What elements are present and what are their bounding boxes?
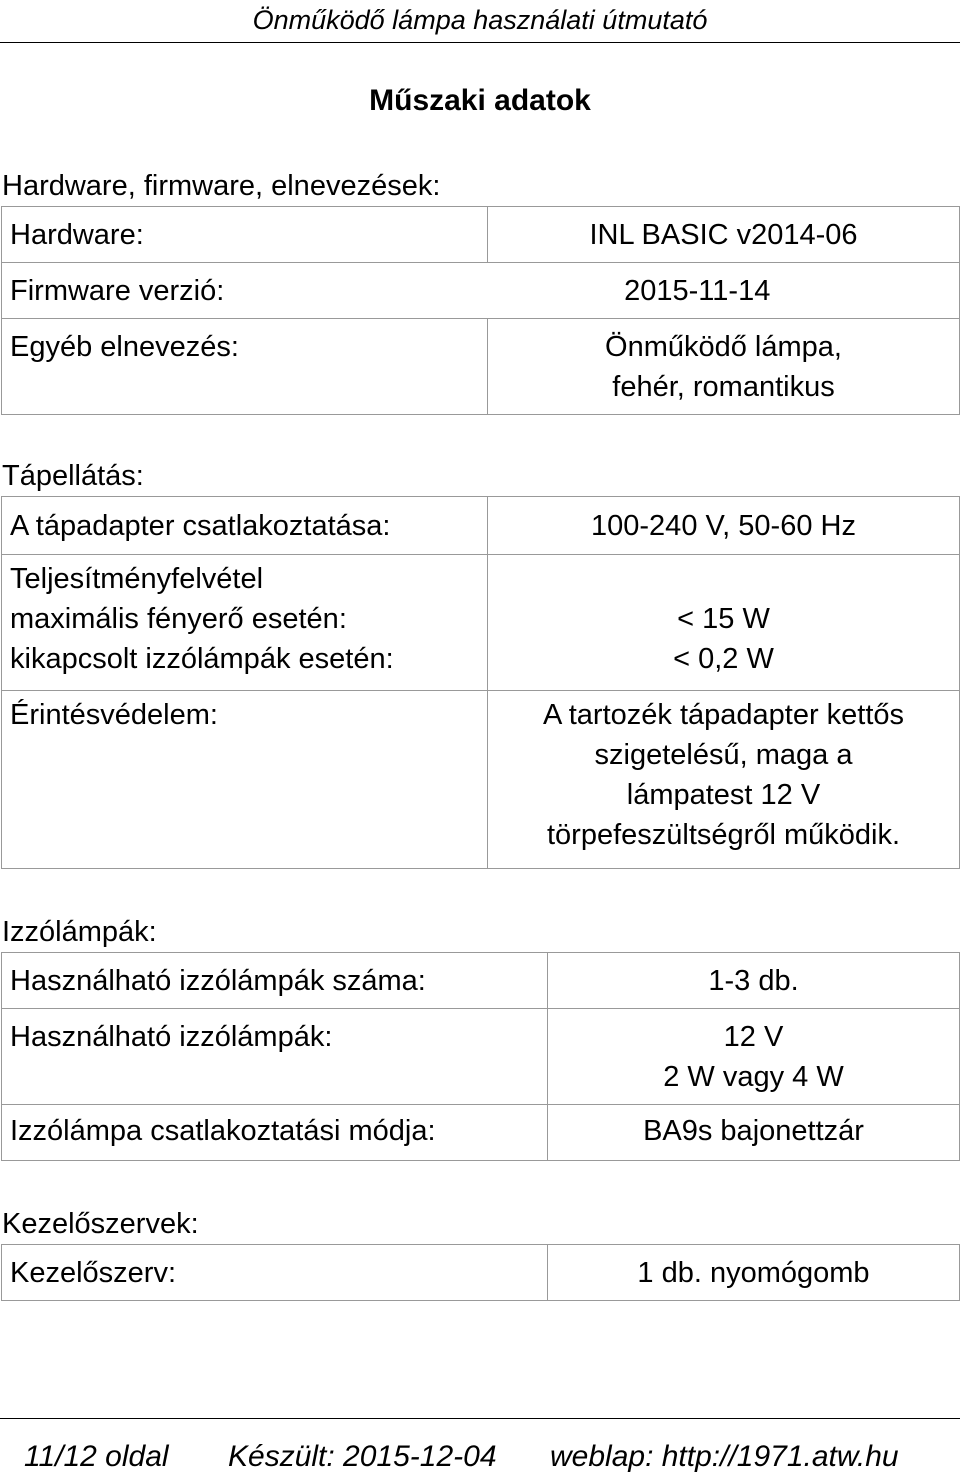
table-row	[2, 319, 960, 415]
value-line: A tartozék tápadapter kettős	[542, 699, 905, 731]
spec-value: 1 db. nyomógomb	[548, 1245, 960, 1301]
page-title: Műszaki adatok	[369, 84, 591, 117]
document-header	[0, 0, 960, 43]
table-row	[2, 1105, 960, 1161]
value-line: lámpatest 12 V	[626, 779, 821, 811]
power-table	[1, 496, 960, 869]
spec-value	[548, 1009, 960, 1105]
value-line: < 0,2 W	[673, 643, 774, 675]
table-row	[2, 953, 960, 1009]
spec-label: Egyéb elnevezés:	[2, 319, 488, 415]
value-line: fehér, romantikus	[612, 371, 835, 403]
website-link[interactable]: weblap: http://1971.atw.hu	[550, 1440, 899, 1473]
spec-label	[2, 555, 488, 691]
spec-label: Firmware verzió:	[2, 263, 488, 319]
value-line: törpefeszültségről működik.	[547, 819, 900, 851]
bulbs-table	[1, 952, 960, 1161]
spec-label: Használható izzólámpák:	[2, 1009, 548, 1105]
value-line: 12 V	[723, 1021, 784, 1053]
table-row	[2, 1009, 960, 1105]
spec-value	[488, 319, 960, 415]
spec-value: 2015-11-14	[488, 263, 960, 319]
value-line: szigetelésű, maga a	[594, 739, 853, 771]
table-row	[2, 555, 960, 691]
value-line: < 15 W	[677, 603, 770, 635]
section-title-bulbs: Izzólámpák:	[2, 916, 157, 948]
spec-label: A tápadapter csatlakoztatása:	[2, 497, 488, 555]
value-line: Önműködő lámpa,	[605, 331, 842, 363]
spec-value: 100-240 V, 50-60 Hz	[488, 497, 960, 555]
spec-label: Használható izzólámpák száma:	[2, 953, 548, 1009]
spec-value: BA9s bajonettzár	[548, 1105, 960, 1161]
table-row	[2, 691, 960, 869]
table-row	[2, 207, 960, 263]
table-row	[2, 1245, 960, 1301]
spec-value: 1-3 db.	[548, 953, 960, 1009]
section-title-controls: Kezelőszervek:	[2, 1208, 199, 1240]
spec-label: Érintésvédelem:	[2, 691, 488, 869]
value-line: 2 W vagy 4 W	[663, 1061, 844, 1093]
spec-label: Kezelőszerv:	[2, 1245, 548, 1301]
document-title: Önműködő lámpa használati útmutató	[252, 5, 708, 35]
created-date: Készült: 2015-12-04	[228, 1440, 497, 1473]
page-number: 11/12 oldal	[24, 1440, 169, 1473]
spec-label: Izzólámpa csatlakoztatási módja:	[2, 1105, 548, 1161]
spec-value	[488, 691, 960, 869]
label-line: Teljesítményfelvétel	[10, 563, 264, 595]
spec-value: INL BASIC v2014-06	[488, 207, 960, 263]
spec-value	[488, 555, 960, 691]
controls-table	[1, 1244, 960, 1301]
hardware-table	[1, 206, 960, 415]
label-line: kikapcsolt izzólámpák esetén:	[10, 643, 394, 675]
table-row	[2, 497, 960, 555]
section-title-power: Tápellátás:	[2, 460, 144, 492]
table-row	[2, 263, 960, 319]
spec-label: Hardware:	[2, 207, 488, 263]
label-line: maximális fényerő esetén:	[10, 603, 347, 635]
section-title-hardware: Hardware, firmware, elnevezések:	[2, 170, 441, 202]
document-footer	[0, 1418, 960, 1483]
